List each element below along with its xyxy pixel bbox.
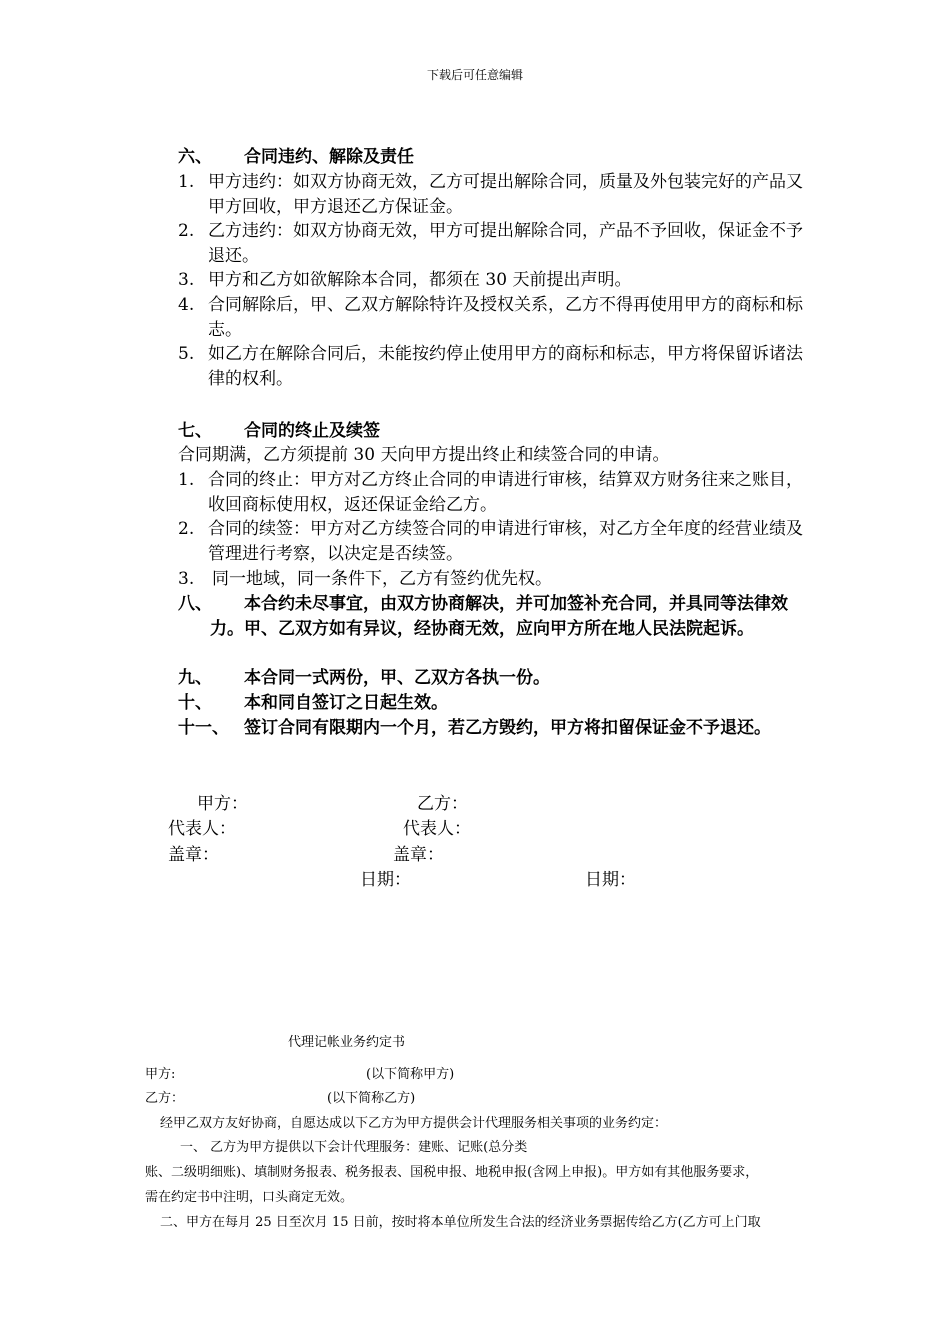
- item-text: 甲方和乙方如欲解除本合同，都须在 30 天前提出声明。: [208, 270, 632, 290]
- agreement-party-a-label: 甲方:: [145, 1067, 176, 1082]
- item-number: 2.: [178, 519, 195, 539]
- date-a-label: 日期：: [360, 870, 411, 890]
- item-text: 合同解除后，甲、乙双方解除特许及授权关系，乙方不得再使用甲方的商标和标志。: [208, 295, 803, 340]
- section-text: 本和同自签订之日起生效。: [244, 693, 448, 713]
- section-number: 八、: [178, 594, 212, 614]
- section-text: 本合约未尽事宜，由双方协商解决，并可加签补充合同，并具同等法律效力。甲、乙双方如有异议，经协商无效，应向甲方所在地人民法院起诉。: [210, 594, 788, 639]
- item-text: 乙方违约：如双方协商无效，甲方可提出解除合同，产品不予回收，保证金不予退还。: [208, 221, 803, 266]
- list-item: [178, 219, 818, 269]
- section-11: [178, 716, 818, 741]
- section-9: [178, 666, 818, 691]
- section-text: 签订合同有限期内一个月，若乙方毁约，甲方将扣留保证金不予退还。: [244, 718, 771, 738]
- item-number: 4.: [178, 295, 195, 315]
- section-text: 本合同一式两份，甲、乙双方各执一份。: [244, 668, 550, 688]
- item-number: 1.: [178, 172, 195, 192]
- agreement-intro: 经甲乙双方友好协商，自愿达成以下乙方为甲方提供会计代理服务相关事项的业务约定：: [160, 1116, 668, 1131]
- party-b-label: 乙方：: [417, 794, 468, 814]
- section-7-intro: 合同期满，乙方须提前 30 天向甲方提出终止和续签合同的申请。: [178, 445, 670, 465]
- section-number: 六、: [178, 147, 212, 167]
- section-number: 十、: [178, 693, 212, 713]
- agreement-clause-1: 账、二级明细账)、填制财务报表、税务报表、国税申报、地税申报(含网上申报)。甲方如有其他服务要求，: [145, 1165, 759, 1180]
- section-8: [178, 592, 818, 642]
- item-text: 如乙方在解除合同后，未能按约停止使用甲方的商标和标志，甲方将保留诉诸法律的权利。: [208, 344, 803, 389]
- list-item: [178, 293, 818, 343]
- section-title: 合同的终止及续签: [244, 421, 380, 441]
- list-item: [178, 517, 818, 567]
- agreement-title: 代理记帐业务约定书: [288, 1035, 406, 1050]
- item-number: 3.: [178, 270, 195, 290]
- section-number: 九、: [178, 668, 212, 688]
- agreement-party-a-note: (以下简称甲方): [366, 1067, 455, 1082]
- list-item: [178, 342, 818, 392]
- item-text: 合同的续签：甲方对乙方续签合同的申请进行审核，对乙方全年度的经营业绩及管理进行考察，以决定是否续签。: [208, 519, 803, 564]
- item-number: 1.: [178, 470, 195, 490]
- list-item: [178, 567, 818, 592]
- agreement-party-b-label: 乙方：: [145, 1091, 185, 1106]
- seal-b-label: 盖章：: [393, 845, 444, 865]
- party-a-label: 甲方：: [197, 794, 248, 814]
- item-number: 3.: [178, 569, 195, 589]
- section-6-heading: [178, 145, 818, 170]
- list-item: [178, 468, 818, 518]
- representative-a-label: 代表人：: [168, 819, 236, 839]
- section-number: 十一、: [178, 718, 229, 738]
- item-text: 同一地域，同一条件下，乙方有签约优先权。: [212, 569, 552, 589]
- item-number: 2.: [178, 221, 195, 241]
- agreement-clause-2: 二、甲方在每月 25 日至次月 15 日前，按时将本单位所发生合法的经济业务票据传给乙方(乙方可上门取: [160, 1215, 761, 1230]
- item-number: 5.: [178, 344, 195, 364]
- item-text: 甲方违约：如双方协商无效，乙方可提出解除合同，质量及外包装完好的产品又甲方回收，甲方退还乙方保证金。: [208, 172, 803, 217]
- agreement-party-b-note: (以下简称乙方): [327, 1091, 416, 1106]
- section-title: 合同违约、解除及责任: [244, 147, 414, 167]
- section-7-heading: [178, 419, 818, 444]
- list-item: [178, 170, 818, 220]
- section-10: [178, 691, 818, 716]
- section-number: 七、: [178, 421, 212, 441]
- list-item: [178, 268, 818, 293]
- page-header-note: 下载后可任意编辑: [426, 68, 523, 82]
- item-text: 合同的终止：甲方对乙方终止合同的申请进行审核，结算双方财务往来之账目，收回商标使用权，返还保证金给乙方。: [208, 470, 803, 515]
- seal-a-label: 盖章：: [168, 845, 219, 865]
- agreement-clause-1: 一、 乙方为甲方提供以下会计代理服务：建账、记账(总分类: [180, 1140, 528, 1155]
- representative-b-label: 代表人：: [403, 819, 471, 839]
- agreement-clause-1: 需在约定书中注明，口头商定无效。: [145, 1190, 354, 1205]
- date-b-label: 日期：: [585, 870, 636, 890]
